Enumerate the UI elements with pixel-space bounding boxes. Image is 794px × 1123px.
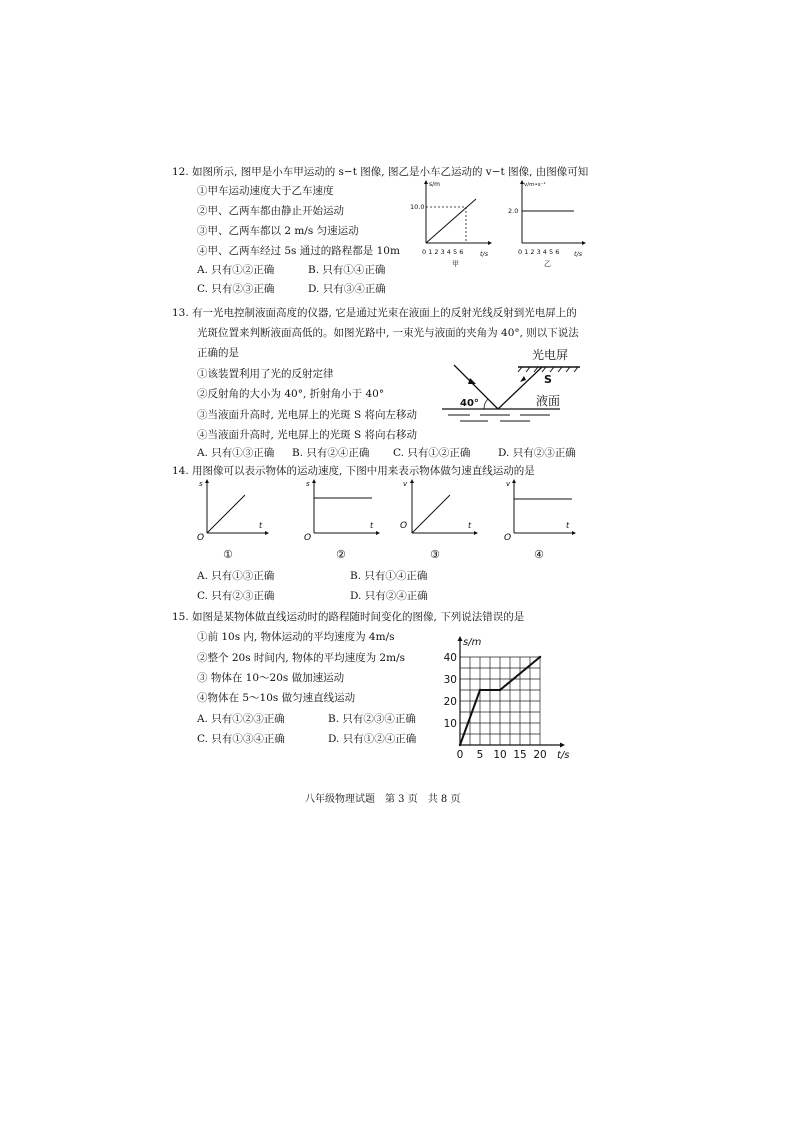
q14-graph-3	[398, 478, 483, 563]
q13-stem-3: 正确的是	[197, 347, 239, 359]
y-axis-arrow	[458, 636, 463, 641]
q12-option-2: ②甲、乙两车都由静止开始运动	[197, 205, 344, 217]
q13-spot-label: S	[544, 373, 552, 386]
q14-g3-ylabel: v	[403, 480, 408, 488]
q12-jia-ytick: 10.0	[410, 203, 425, 211]
q12-choice-b[interactable]: B. 只有①④正确	[308, 264, 386, 276]
q12-yi-xlabel: t/s	[574, 250, 583, 258]
q13-option-1: ①该装置利用了光的反射定律	[197, 368, 334, 380]
q12-choice-d[interactable]: D. 只有③④正确	[308, 283, 386, 295]
q14-graph-4	[500, 478, 585, 563]
q12-stem: 12. 如图所示, 图甲是小车甲运动的 s−t 图像, 图乙是小车乙运动的 v−t 图像, 由图像可知	[172, 166, 589, 178]
x-tick-label: 10	[493, 749, 507, 761]
q15-choice-d[interactable]: D. 只有①②④正确	[328, 733, 417, 745]
q14-g1-ylabel: s	[199, 480, 203, 488]
q12-jia-caption: 甲	[452, 260, 459, 268]
q13-option-3: ③当液面升高时, 光电屏上的光斑 S 将向左移动	[197, 409, 418, 421]
q14-choice-b[interactable]: B. 只有①④正确	[350, 570, 428, 582]
x-tick-label: 5	[476, 749, 484, 761]
q13-liquid-label: 液面	[536, 394, 561, 408]
q12-jia-xlabel: t/s	[480, 250, 489, 258]
q12-yi-ytick: 2.0	[508, 207, 519, 215]
data-point	[499, 689, 501, 691]
q15-option-4: ④物体在 5～10s 做匀速直线运动	[197, 692, 356, 704]
q14-g1-xlabel: t	[259, 521, 263, 530]
q14-g3-caption: ③	[430, 548, 440, 561]
q12-yi-ylabel: v/m•s⁻¹	[524, 182, 546, 188]
q14-choice-a[interactable]: A. 只有①③正确	[197, 570, 275, 582]
q13-stem-1: 13. 有一光电控制液面高度的仪器, 它是通过光束在液面上的反射光线反射到光电屏上的	[172, 307, 577, 319]
q12-option-4: ④甲、乙两车经过 5s 通过的路程都是 10m	[197, 245, 400, 257]
x-tick-label: 0	[456, 749, 464, 761]
q15-option-3: ③ 物体在 10～20s 做加速运动	[197, 672, 345, 684]
q13-option-4: ④当液面升高时, 光电屏上的光斑 S 将向右移动	[197, 429, 418, 441]
q12-yi-xticks: 0 1 2 3 4 5 6	[518, 248, 560, 256]
q14-g4-caption: ④	[534, 548, 544, 561]
q14-g4-origin: O	[504, 533, 512, 543]
q15-option-2: ②整个 20s 时间内, 物体的平均速度为 2m/s	[197, 652, 405, 664]
x-tick-label: 15	[513, 749, 527, 761]
q14-g3-origin: O	[400, 521, 408, 531]
q13-choice-b[interactable]: B. 只有②④正确	[292, 447, 370, 459]
y-tick-label: 30	[443, 674, 457, 686]
q13-stem-2: 光斑位置来判断液面高低的。如图光路中, 一束光与液面的夹角为 40°, 则以下说法	[197, 327, 579, 339]
q15-choice-c[interactable]: C. 只有①③④正确	[197, 733, 285, 745]
q14-graph-1	[193, 478, 273, 563]
q15-choice-b[interactable]: B. 只有②③④正确	[328, 713, 416, 725]
x-tick-label: 20	[533, 749, 547, 761]
q14-g2-xlabel: t	[370, 521, 374, 530]
y-tick-label: 10	[443, 718, 457, 730]
q14-stem: 14. 用图像可以表示物体的运动速度, 下图中用来表示物体做匀速直线运动的是	[172, 465, 535, 477]
q12-option-3: ③甲、乙两车都以 2 m/s 匀速运动	[197, 225, 359, 237]
q12-choice-a[interactable]: A. 只有①②正确	[197, 264, 275, 276]
q15-choice-a[interactable]: A. 只有①②③正确	[197, 713, 285, 725]
q13-screen-label: 光电屏	[532, 348, 569, 362]
q13-option-2: ②反射角的大小为 40°, 折射角小于 40°	[197, 388, 385, 400]
x-axis-label: t/s	[557, 750, 570, 761]
q14-g4-ylabel: v	[506, 480, 511, 488]
q12-choice-c[interactable]: C. 只有②③正确	[197, 283, 275, 295]
x-axis-arrow	[560, 743, 565, 748]
q15-stem: 15. 如图是某物体做直线运动时的路程随时间变化的图像, 下列说法错误的是	[172, 611, 525, 623]
data-point	[539, 656, 541, 658]
q12-graph-yi	[508, 178, 598, 273]
q14-choice-c[interactable]: C. 只有②③正确	[197, 590, 275, 602]
page-footer: 八年级物理试题 第 3 页 共 8 页	[305, 794, 461, 805]
q14-g3-xlabel: t	[468, 521, 472, 530]
q14-g2-ylabel: s	[306, 480, 310, 488]
q14-g2-origin: O	[304, 533, 312, 543]
q14-g4-xlabel: t	[566, 521, 570, 530]
q12-jia-xticks: 0 1 2 3 4 5 6	[422, 248, 464, 256]
q13-choice-a[interactable]: A. 只有①③正确	[197, 447, 275, 459]
q13-choice-c[interactable]: C. 只有①②正确	[393, 447, 471, 459]
q12-yi-caption: 乙	[544, 260, 551, 268]
q12-graph-jia	[408, 178, 498, 273]
q14-g2-caption: ②	[336, 548, 346, 561]
data-point	[459, 744, 461, 746]
q14-graph-2	[302, 478, 387, 563]
q12-option-1: ①甲车运动速度大于乙车速度	[197, 185, 334, 197]
q13-optics-diagram	[440, 345, 590, 440]
y-tick-label: 40	[443, 652, 457, 664]
q15-option-1: ①前 10s 内, 物体运动的平均速度为 4m/s	[197, 631, 395, 643]
y-axis-label: s/m	[463, 637, 482, 648]
q14-g1-origin: O	[197, 533, 205, 543]
q14-g1-caption: ①	[223, 548, 233, 561]
y-tick-label: 20	[443, 696, 457, 708]
q13-angle-label: 40°	[460, 398, 479, 409]
q12-jia-ylabel: s/m	[429, 181, 440, 188]
data-point	[479, 689, 481, 691]
q13-choice-d[interactable]: D. 只有②③正确	[498, 447, 576, 459]
q14-choice-d[interactable]: D. 只有②④正确	[350, 590, 428, 602]
q15-st-chart	[438, 630, 578, 760]
